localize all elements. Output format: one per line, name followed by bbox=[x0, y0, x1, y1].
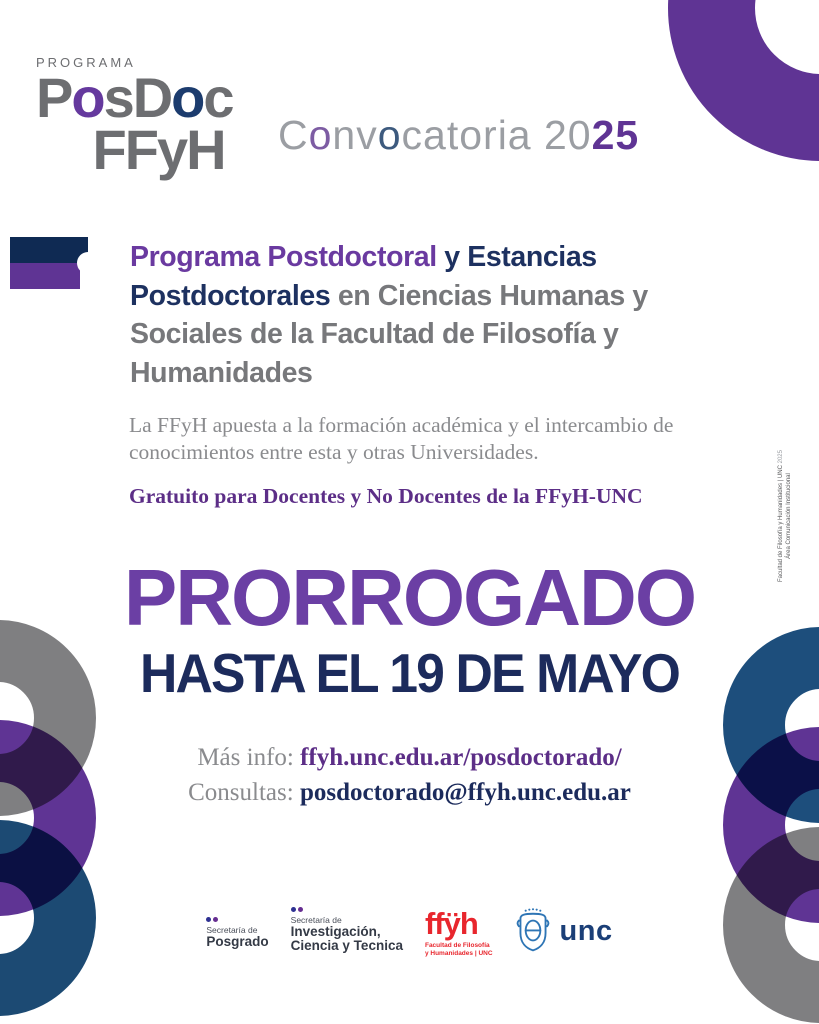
footer-logos bbox=[0, 890, 819, 962]
title-bar-notch bbox=[77, 252, 99, 274]
more-info-label: Más info: bbox=[197, 744, 301, 771]
logo-posdoc: PosDoc bbox=[36, 66, 233, 129]
year-25: 25 bbox=[591, 112, 640, 158]
more-info-line bbox=[0, 740, 819, 775]
posgrado-dots-icon bbox=[206, 917, 268, 922]
logo-o-navy: o bbox=[171, 66, 204, 129]
email-link[interactable]: posdoctorado@ffyh.unc.edu.ar bbox=[299, 779, 631, 806]
logo-secretaria-posgrado: Secretaría de Posgrado bbox=[206, 917, 268, 950]
logo-ffyh: FFyH bbox=[92, 117, 225, 181]
posdoc-ffyh-logo bbox=[36, 55, 233, 181]
logo-unc: unc bbox=[515, 908, 613, 954]
credit-year: 2025 bbox=[778, 450, 784, 464]
gratuito-line: Gratuito para Docentes y No Docentes de la FFyH-UNC bbox=[129, 484, 643, 508]
page-title bbox=[130, 238, 648, 392]
consultas-label: Consultas: bbox=[188, 779, 300, 806]
unc-crest-icon bbox=[515, 908, 551, 954]
intro-paragraph: La FFyH apuesta a la formación académica y el intercambio de conocimientos entre esta y otras Universidades. bbox=[129, 413, 674, 464]
investigacion-dots-icon bbox=[291, 907, 403, 912]
title-bar-purple bbox=[10, 263, 80, 289]
title-line-2: Postdoctorales en Ciencias Humanas y bbox=[130, 279, 648, 312]
logo-kicker: PROGRAMA bbox=[36, 55, 136, 70]
logo-ffyh-red: ffÿh Facultad de Filosofía y Humanidades | UNC bbox=[424, 906, 493, 957]
convocatoria-heading: Convocatoria 2025 bbox=[278, 112, 640, 158]
logo-secretaria-investigacion: Secretaría de Investigación, Ciencia y Tecnica bbox=[291, 907, 403, 954]
website-link[interactable]: ffyh.unc.edu.ar/posdoctorado/ bbox=[300, 744, 622, 771]
title-line-3: Sociales de la Facultad de Filosofía y bbox=[130, 318, 619, 350]
title-line-1: Programa Postdoctoral y Estancias bbox=[130, 241, 597, 273]
prorrogado-banner: PRORROGADO bbox=[123, 553, 696, 642]
deadline-banner: HASTA EL 19 DE MAYO bbox=[140, 642, 679, 704]
credit-line-1: Facultad de Filosofía y Humanidades | UNC 2025 bbox=[778, 450, 784, 582]
credit-strip bbox=[777, 436, 793, 596]
title-line-4: Humanidades bbox=[130, 356, 313, 389]
ffyh-sub-text: Facultad de Filosofía y Humanidades | UNC bbox=[424, 941, 493, 957]
top-right-ring bbox=[712, 0, 819, 118]
credit-line-2: Área Comunicación Institucional bbox=[786, 473, 792, 559]
logo-o-purple: o bbox=[71, 66, 104, 129]
contact-block bbox=[0, 740, 819, 810]
consultas-line bbox=[0, 775, 819, 810]
title-bar-navy bbox=[10, 237, 88, 263]
